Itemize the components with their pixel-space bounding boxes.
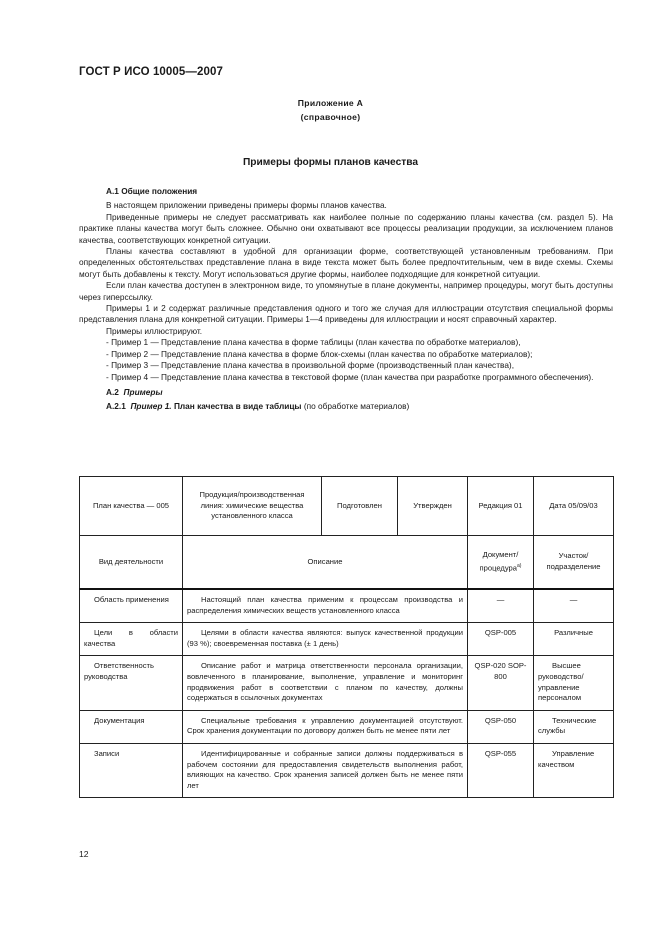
paragraph: Планы качества составляют в удобной для организации форме, соответствующей установленным требованиям. При определенных обстоятельствах представление плана в виде текста может быть более предпочтительным, чем в виде схемы. Схемы могут быть добавлены к тексту. Могут использоваться другие формы, наиболее подходящие для конкретной ситуации. [79, 246, 613, 279]
page-title: Примеры формы планов качества [242, 157, 419, 168]
table-row [80, 589, 614, 623]
paragraph: В настоящем приложении приведены примеры формы планов качества. [106, 200, 387, 211]
body-text [79, 186, 613, 416]
department-cell: Различные [534, 623, 614, 656]
list-item: - Пример 3 — Представление плана качества в произвольной форме (производственный план качества), [106, 360, 514, 371]
footnote-marker: а) [517, 562, 522, 569]
document-cell: QSP-050 [468, 710, 534, 743]
section-a2-heading [79, 387, 613, 398]
department-cell: Технические службы [534, 710, 614, 743]
activity-cell: Записи [80, 743, 183, 797]
activity-cell: Область применения [80, 589, 183, 623]
document-cell: QSP-020 SOP-800 [468, 656, 534, 710]
description-cell: Настоящий план качества применим к процессам производства и распределения химических веществ установленного класса [183, 589, 468, 623]
table-row [80, 710, 614, 743]
revision-cell: Редакция 01 [468, 477, 534, 536]
document-cell: — [468, 589, 534, 623]
table-row [80, 743, 614, 797]
list-item: - Пример 2 — Представление плана качества в форме блок-схемы (план качества по обработке материалов); [106, 348, 533, 359]
activity-cell: Ответственность руководства [80, 656, 183, 710]
standard-header: ГОСТ Р ИСО 10005—2007 [79, 66, 224, 78]
table-column-headers [80, 536, 614, 590]
example-label: Пример 1. [130, 401, 172, 412]
prepared-cell: Подготовлен [322, 477, 398, 536]
section-a1-heading: А.1 Общие положения [106, 186, 198, 196]
appendix-subtitle: (справочное) [300, 112, 361, 122]
section-a21-heading [79, 401, 613, 412]
department-cell: — [534, 589, 614, 623]
list-item: - Пример 4 — Представление плана качества в текстовой форме (план качества при разработке программного обеспечения). [106, 371, 594, 382]
section-number: А.2.1 [106, 401, 126, 412]
column-header-document-label: Документ/ процедура [479, 550, 519, 573]
description-cell: Идентифицированные и собранные записи должны поддерживаться в рабочем состоянии для предоставления свидетельств выполнения работ, влияющих на качество. Срок хранения записей должен быть не менее пяти лет [183, 743, 468, 797]
paragraph: Приведенные примеры не следует рассматривать как наиболее полные по содержанию планы качества (см. раздел 5). На практике планы качества могут быть сложнее. Обычно они охватывают все процессы реализации продукции, за исключением планов качества, соответствующих конкретной ситуации. [79, 211, 613, 245]
activity-cell: Документация [80, 710, 183, 743]
description-cell: Описание работ и матрица ответственности персонала организации, вовлеченного в планирование, выполнение, управление и мониторинг продвижения работ в соответствии с планом по качеству, должны содержаться в ссылочных документах [183, 656, 468, 710]
paragraph: Примеры иллюстрируют. [106, 325, 203, 336]
approved-cell: Утвержден [398, 477, 468, 536]
document-cell: QSP-005 [468, 623, 534, 656]
table-header-row [80, 477, 614, 536]
description-cell: Специальные требования к управлению документацией отсутствуют. Срок хранения документации по договору должен быть не менее пяти лет [183, 710, 468, 743]
activity-cell: Цели в области качества [80, 623, 183, 656]
section-number: А.2 [106, 386, 119, 397]
column-header-department: Участок/ подразделение [534, 536, 614, 590]
plan-number-cell: План качества — 005 [80, 477, 183, 536]
section-qualifier: (по обработке материалов) [303, 401, 410, 412]
appendix-heading [0, 96, 661, 124]
table-row [80, 623, 614, 656]
column-header-activity: Вид деятельности [80, 536, 183, 590]
table-row [80, 656, 614, 710]
description-cell: Целями в области качества являются: выпуск качественной продукции (93 %); своевременная поставка (± 1 день) [183, 623, 468, 656]
paragraph: Если план качества доступен в электронном виде, то упомянутые в плане документы, например процедуры, могут быть доступны через гиперссылку. [79, 280, 613, 302]
product-line-cell: Продукция/производственная линия: химические вещества установленного класса [183, 477, 322, 536]
paragraph: Примеры 1 и 2 содержат различные представления одного и того же случая для иллюстрации отсутствия специальной формы представления плана для конкретной ситуации. Примеры 1—4 приведены для иллюстрации и носят справочный характер. [79, 303, 613, 325]
column-header-document [468, 536, 534, 590]
quality-plan-table [79, 476, 614, 798]
list-item: - Пример 1 — Представление плана качества в форме таблицы (план качества по обработке материалов), [106, 337, 521, 348]
section-title: Примеры [123, 386, 163, 397]
department-cell: Управление качеством [534, 743, 614, 797]
page-number: 12 [79, 849, 89, 859]
section-title: План качества в виде таблицы [173, 401, 302, 412]
document-cell: QSP-055 [468, 743, 534, 797]
date-cell: Дата 05/09/03 [534, 477, 614, 536]
appendix-title: Приложение А [297, 98, 364, 108]
column-header-description: Описание [183, 536, 468, 590]
department-cell: Высшее руководство/ управление персоналом [534, 656, 614, 710]
